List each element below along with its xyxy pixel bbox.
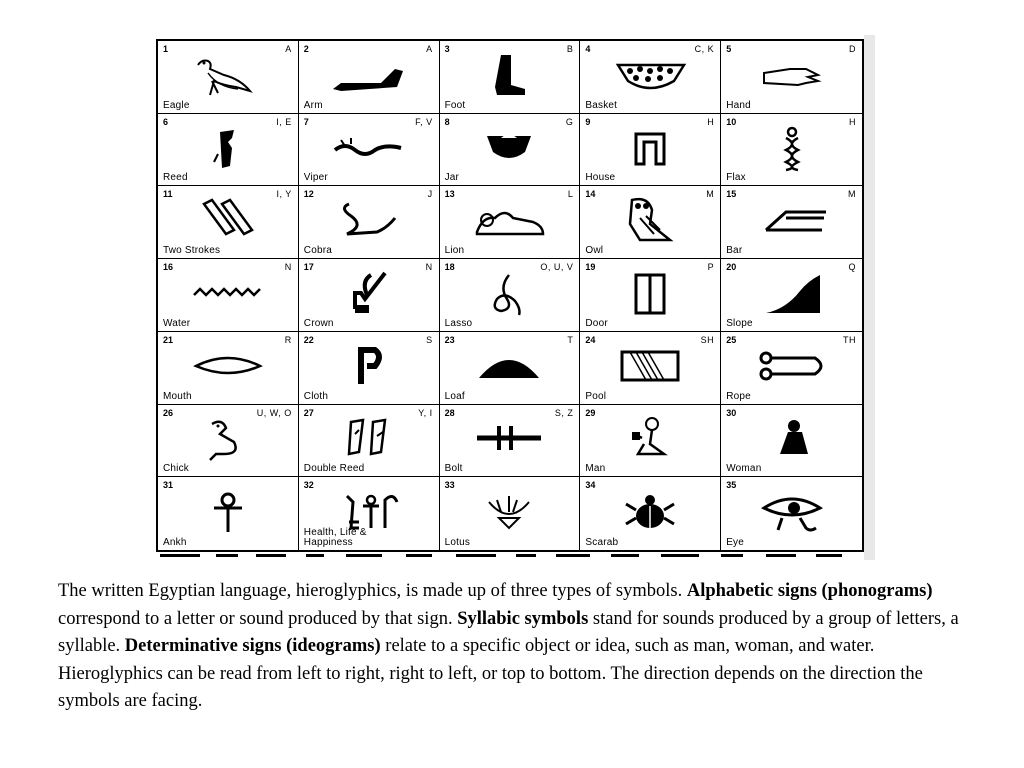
sign-letter: U, W, O [256,407,292,418]
description-paragraph [58,578,968,716]
sign-cell-24 [580,332,721,405]
sign-letter: I, Y [276,189,292,200]
basket-icon [610,51,690,99]
sign-number: 30 [726,407,737,418]
sign-number: 6 [163,116,169,127]
chick-icon [188,414,268,462]
reed-icon [188,124,268,172]
sign-name: Loaf [444,390,465,402]
sign-name: Double Reed [303,463,365,475]
sign-cell-6 [158,114,299,187]
sign-cell-23 [440,332,581,405]
sign-cell-3 [440,41,581,114]
sign-cell-11 [158,186,299,259]
sign-letter: T [567,334,574,345]
sign-cell-34 [580,477,721,550]
door-icon [610,269,690,317]
sign-number: 27 [303,407,314,418]
sign-number: 14 [585,189,596,200]
hand-icon [752,51,832,99]
sign-name: House [585,172,616,184]
sign-letter: G [565,116,574,127]
flax-icon [752,124,832,172]
sign-cell-30 [721,405,862,478]
sign-number: 23 [444,334,455,345]
sign-letter: Q [848,262,856,273]
house-icon [610,124,690,172]
crown-icon [329,269,409,317]
sign-cell-19 [580,259,721,332]
sign-name: Door [585,317,608,329]
lasso-icon [469,269,549,317]
sign-letter: J [427,189,433,200]
sign-number: 28 [444,407,455,418]
sign-cell-5 [721,41,862,114]
sign-letter: S, Z [554,407,574,418]
sign-letter: O, U, V [540,262,574,273]
sign-number: 11 [163,189,173,200]
jar-icon [469,124,549,172]
sign-number: 25 [726,334,737,345]
sign-number: 22 [303,334,314,345]
sign-number: 35 [726,480,737,491]
sign-letter: L [567,189,574,200]
sign-number: 21 [163,334,174,345]
sign-letter: Y, I [418,407,433,418]
sign-letter: M [848,189,856,200]
mouth-icon [188,342,268,390]
sign-name: Woman [726,463,762,475]
sign-letter: D [849,44,856,54]
description-text-2: correspond to a letter or sound produced by that sign. [58,608,458,629]
water-icon [188,269,268,317]
sign-letter: F, V [415,116,433,127]
description-text-1: The written Egyptian language, hieroglyphics, is made up of three types of symbols. [58,581,687,601]
sign-letter: R [284,334,292,345]
sign-number: 26 [163,407,174,418]
sign-letter: P [707,262,715,273]
sign-name: Crown [303,317,334,329]
sign-cell-17 [299,259,440,332]
sign-cell-18 [440,259,581,332]
sign-number: 19 [585,262,596,273]
sign-cell-32 [299,477,440,550]
sign-number: 10 [726,116,737,127]
sign-name: Rope [726,390,751,402]
sign-number: 24 [585,334,596,345]
sign-name: Slope [726,317,753,329]
viper-icon [329,124,409,172]
sign-letter: I, E [276,116,292,127]
sign-name: Viper [303,172,328,184]
sign-name: Hand [726,99,751,111]
sign-cell-21 [158,332,299,405]
sign-number: 31 [163,480,174,491]
rope-icon [752,342,832,390]
bar-icon [752,196,832,244]
cloth-icon [329,342,409,390]
sign-cell-35 [721,477,862,550]
sign-name: Scarab [585,537,619,548]
sign-number: 3 [444,44,450,54]
sign-number: 5 [726,44,732,54]
sign-name: Jar [444,172,460,184]
sign-cell-4 [580,41,721,114]
term-alphabetic-signs: Alphabetic signs (phonograms) [686,581,933,601]
sign-letter: N [284,262,292,273]
sign-grid [156,39,864,552]
sign-name: Arm [303,99,323,111]
sign-letter: M [706,189,715,200]
sign-number: 9 [585,116,591,127]
foot-icon [469,51,549,99]
sign-number: 7 [303,116,309,127]
sign-letter: SH [700,334,715,345]
sign-cell-27 [299,405,440,478]
sign-cell-16 [158,259,299,332]
sign-name: Reed [163,172,188,184]
sign-name: Eye [726,537,745,548]
bolt-icon [469,414,549,462]
sign-cell-8 [440,114,581,187]
slope-icon [752,269,832,317]
description-text-3: stand for sounds produced by a group of letters, a syllable. [58,608,959,656]
sign-name: Man [585,463,606,475]
lotus-icon [469,488,549,536]
sign-letter: C, K [694,44,715,54]
sign-name: Mouth [163,390,192,402]
sign-letter: TH [843,334,856,345]
eye-icon [752,488,832,536]
sign-letter: H [707,116,715,127]
sign-name: Cloth [303,390,329,402]
sign-letter: S [426,334,433,345]
loaf-icon [469,342,549,390]
sign-number: 8 [444,116,450,127]
sign-number: 1 [163,44,169,54]
ankh-icon [188,488,268,536]
sign-name: Lasso [444,317,473,329]
sign-number: 15 [726,189,737,200]
sign-name: Foot [444,99,466,111]
scarab-icon [610,488,690,536]
owl-icon [610,196,690,244]
sign-number: 13 [444,189,455,200]
sign-name: Chick [163,463,190,475]
sign-name: Health, Life & Happiness [303,527,367,548]
sign-letter: A [285,44,292,54]
sign-number: 18 [444,262,455,273]
sign-name: Water [163,317,191,329]
cobra-icon [329,196,409,244]
sign-letter: B [566,44,574,54]
sign-letter: H [849,116,856,127]
man-icon [610,414,690,462]
sign-cell-12 [299,186,440,259]
sign-cell-14 [580,186,721,259]
sign-cell-20 [721,259,862,332]
sign-cell-26 [158,405,299,478]
sign-cell-9 [580,114,721,187]
term-determinative-signs: Determinative signs (ideograms) [124,636,381,656]
sign-number: 4 [585,44,591,54]
sign-cell-33 [440,477,581,550]
sign-number: 2 [303,44,309,54]
sign-cell-10 [721,114,862,187]
sign-name: Two Strokes [163,245,221,257]
sign-letter: N [425,262,433,273]
sign-letter: A [426,44,433,54]
pool-icon [610,342,690,390]
sign-number: 29 [585,407,596,418]
sign-number: 33 [444,480,455,491]
double-reed-icon [329,414,409,462]
scan-edge [864,35,875,560]
sign-name: Lion [444,245,465,257]
sign-cell-31 [158,477,299,550]
sign-cell-25 [721,332,862,405]
sign-cell-29 [580,405,721,478]
sign-number: 12 [303,189,314,200]
sign-number: 34 [585,480,596,491]
hieroglyphic-alphabet-chart [150,35,875,560]
sign-cell-2 [299,41,440,114]
sign-number: 16 [163,262,174,273]
sign-cell-15 [721,186,862,259]
sign-name: Lotus [444,537,471,548]
sign-cell-7 [299,114,440,187]
sign-number: 20 [726,262,737,273]
sign-name: Bar [726,245,743,257]
eagle-icon [188,51,268,99]
sign-name: Ankh [163,537,187,548]
term-syllabic-symbols: Syllabic symbols [457,608,589,629]
sign-name: Basket [585,99,618,111]
sign-name: Bolt [444,463,463,475]
two-strokes-icon [188,196,268,244]
sign-name: Pool [585,390,607,402]
sign-cell-22 [299,332,440,405]
sign-number: 17 [303,262,314,273]
description-text-4: relate to a specific object or idea, such as man, woman, and water. Hieroglyphics can be read from left to right, right to left, or top to bottom. The direction depends on the direction the symbols are facing. [58,636,923,711]
sign-name: Eagle [163,99,190,111]
sign-cell-13 [440,186,581,259]
arm-icon [329,51,409,99]
sign-name: Cobra [303,245,333,257]
sign-cell-28 [440,405,581,478]
sign-number: 32 [303,480,314,491]
cropped-caption-strip [156,551,864,560]
sign-name: Owl [585,245,604,257]
lion-icon [469,196,549,244]
sign-name: Flax [726,172,746,184]
woman-icon [752,414,832,462]
sign-cell-1 [158,41,299,114]
